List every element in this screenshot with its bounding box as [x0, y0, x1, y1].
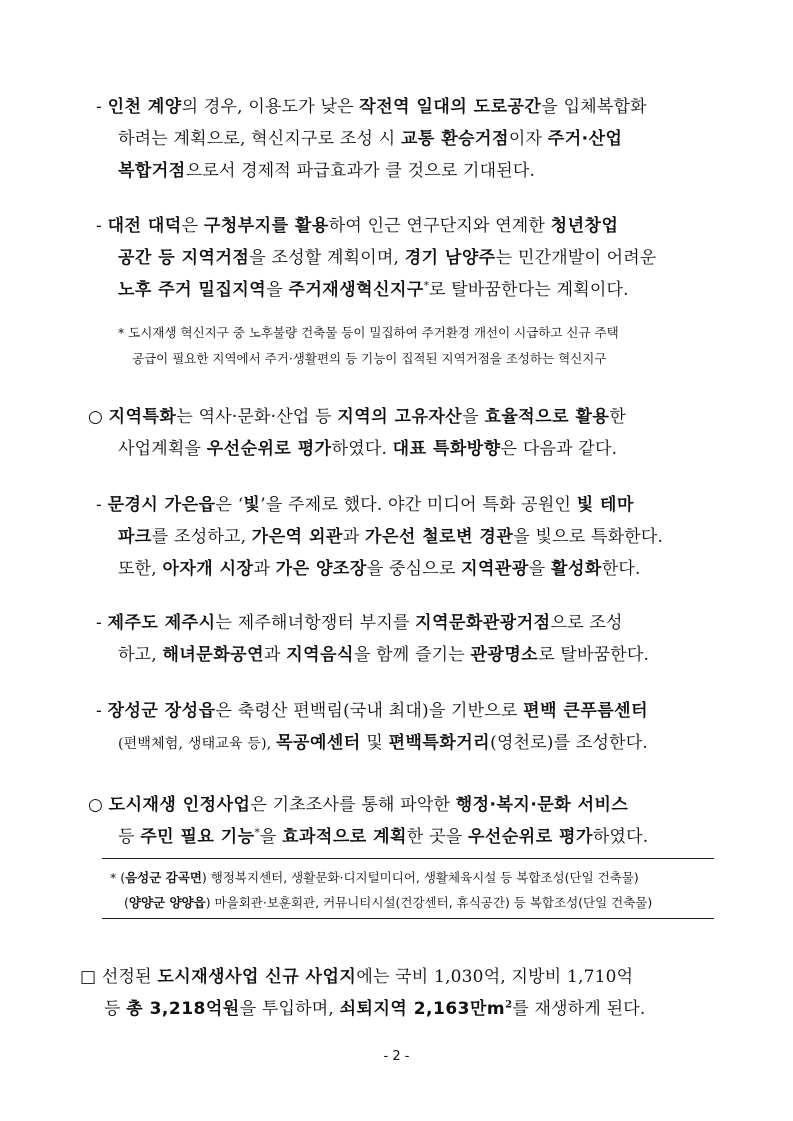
text-run: 을 조성할 계획이며,	[249, 248, 405, 268]
bold-text: 노후 주거 밀집지역	[118, 280, 267, 300]
text-run: 를 조성하고,	[151, 527, 252, 547]
text-run: 하여 인근 연구단지와 연계한	[328, 216, 551, 236]
bold-text: 쇠퇴지역 2,163만m	[339, 999, 506, 1019]
bold-text: 지역음식	[286, 645, 354, 665]
bold-text: 파크	[118, 527, 152, 547]
text-line	[104, 994, 645, 1019]
text-line	[118, 275, 629, 300]
text-line	[96, 608, 623, 633]
text-run: 등	[118, 827, 141, 847]
text-run: 한 곳을	[406, 827, 468, 847]
text-line	[118, 243, 657, 268]
text-run: ○	[88, 407, 109, 427]
text-run: 로 탈바꿈한다는 계획이다.	[429, 280, 629, 300]
text-run: *	[254, 827, 260, 839]
text-run: -	[96, 495, 108, 515]
text-run: 으로 조성	[550, 613, 623, 633]
bold-text: 우선순위로 평가	[468, 827, 593, 847]
bold-text: 교통 환승거점	[400, 129, 509, 149]
bold-text: 양양군 양양읍	[128, 895, 206, 910]
text-run: 는 민간개발이 어려운	[495, 248, 657, 268]
bold-text: 효율적으로 활용	[484, 407, 610, 427]
text-run: 으로서 경제적 파급효과가 클 것으로 기대된다.	[185, 161, 536, 181]
text-line	[118, 728, 648, 753]
bold-text: 편백특화거리	[388, 733, 491, 753]
bold-text: 2	[505, 999, 513, 1011]
bold-text: 지역의 고유자산	[337, 407, 463, 427]
bold-text: 문경시 가은읍	[107, 495, 216, 515]
bold-text: 빛 테마	[576, 495, 634, 515]
text-line	[118, 554, 641, 579]
text-run: 또한,	[118, 559, 163, 579]
text-run: 이자	[508, 129, 548, 149]
bold-text: 해녀문화공연	[162, 645, 264, 665]
text-run: (영천로)를 조성한다.	[490, 733, 648, 753]
text-run: 은 기초조사를 통해 파악한	[250, 795, 456, 815]
text-run: 로 탈바꿈한다.	[538, 645, 650, 665]
text-run: 을 투입하며,	[239, 999, 340, 1019]
text-run: 및	[360, 733, 389, 753]
bold-text: 주민 필요 기능	[140, 827, 255, 847]
text-run: 을	[266, 280, 289, 300]
text-run: * (	[110, 870, 126, 885]
bold-text: 대전 대덕	[107, 216, 182, 236]
bold-text: 목공예센터	[276, 733, 361, 753]
text-run: 은 다음과 같다.	[500, 439, 618, 459]
bold-text: 주거재생혁신지구	[288, 280, 424, 300]
text-line	[118, 822, 648, 847]
text-run: 은 ‘	[215, 495, 244, 515]
bold-text: 음성군 감곡면	[125, 870, 202, 885]
text-line	[96, 490, 634, 515]
divider-top	[102, 858, 714, 859]
text-run: (	[124, 895, 129, 910]
text-run: ) 행정복지센터, 생활문화·디지털미디어, 생활체육시설 등 복합조성(단일 건축물)	[201, 870, 639, 885]
text-run: (편백체험, 생태교육 등),	[118, 736, 277, 752]
text-run: ) 마을회관·보훈회관, 커뮤니티시설(건강센터, 휴식공간) 등 복합조성(단일 건축물)	[205, 895, 653, 910]
text-line	[118, 640, 649, 665]
text-line	[80, 962, 633, 987]
bold-text: 가은역 외관	[251, 527, 343, 547]
text-run: 하려는 계획으로, 혁신지구로 조성 시	[118, 129, 401, 149]
bold-text: 편백 큰푸름센터	[523, 701, 649, 721]
bold-text: 주거·산업	[547, 129, 623, 149]
text-run: □ 선정된	[80, 967, 158, 987]
bold-text: 인천 계양	[107, 97, 182, 117]
text-run: 등	[104, 999, 127, 1019]
text-run: 과	[264, 645, 287, 665]
text-run: 한다.	[601, 559, 641, 579]
text-run: 을	[528, 559, 552, 579]
footnote-line: * 도시재생 혁신지구 중 노후불량 건축물 등이 밀집하여 주거환경 개선이 시급하고 신규 주택	[118, 325, 619, 340]
bold-text: 경기 남양주	[404, 248, 496, 268]
footnote-line: 공급이 필요한 지역에서 주거·생활편의 등 기능이 집적된 지역거점을 조성하는 혁신지구	[132, 351, 607, 366]
text-run: 을	[259, 827, 283, 847]
text-run: 을 입체복합화	[541, 97, 647, 117]
text-run: 는 제주해녀항쟁터 부지를	[215, 613, 416, 633]
text-line	[118, 124, 622, 149]
text-run: 하고,	[118, 645, 163, 665]
text-run: 의 경우, 이용도가 낮은	[181, 97, 360, 117]
text-line	[118, 156, 535, 181]
text-run: 하였다.	[331, 439, 393, 459]
text-run: 을 함께 즐기는	[353, 645, 471, 665]
bold-text: 구청부지를 활용	[203, 216, 329, 236]
bold-text: 총 3,218억원	[126, 999, 240, 1019]
bold-text: 복합거점	[118, 161, 186, 181]
text-run: 을 빛으로 특화한다.	[513, 527, 664, 547]
bold-text: 지역문화관광거점	[415, 613, 551, 633]
text-run: -	[96, 97, 108, 117]
text-line	[118, 522, 663, 547]
text-run: 을	[462, 407, 485, 427]
text-run: 를 재생하게 된다.	[512, 999, 646, 1019]
text-run: *	[423, 280, 430, 292]
text-run: 을 중심으로	[366, 559, 462, 579]
text-line	[88, 402, 626, 427]
footnote-line	[124, 893, 652, 911]
bold-text: 청년창업	[550, 216, 619, 236]
bold-text: 도시재생 인정사업	[108, 795, 251, 815]
text-run: 하였다.	[592, 827, 649, 847]
divider-bottom	[102, 918, 714, 919]
bold-text: 우선순위로 평가	[206, 439, 332, 459]
text-run: 과	[253, 559, 276, 579]
text-run: 는 역사·문화·산업 등	[176, 407, 338, 427]
text-run: ’을 주제로 했다. 야간 미디어 특화 공원인	[260, 495, 577, 515]
text-run: 사업계획을	[118, 439, 207, 459]
text-run: -	[96, 701, 108, 721]
bold-text: 가은선 철로변 경관	[365, 527, 514, 547]
text-run: -	[96, 613, 108, 633]
bold-text: 공간 등 지역거점	[118, 248, 250, 268]
text-run: 은 축령산 편백림(국내 최대)을 기반으로	[215, 701, 524, 721]
text-run: 은	[181, 216, 204, 236]
text-run: 한	[609, 407, 626, 427]
text-run: 에는 국비 1,030억, 지방비 1,710억	[356, 967, 634, 987]
bold-text: 아자개 시장	[162, 559, 254, 579]
bold-text: 빛	[243, 495, 261, 515]
bold-text: 도시재생사업 신규 사업지	[157, 967, 357, 987]
bold-text: 작전역 일대의 도로공간	[359, 97, 542, 117]
footnote-line	[110, 868, 639, 886]
bold-text: 효과적으로 계획	[282, 827, 407, 847]
bold-text: 지역관광	[461, 559, 529, 579]
text-run: -	[96, 216, 108, 236]
text-line	[118, 434, 617, 459]
text-run: ○	[88, 795, 109, 815]
bold-text: 지역특화	[108, 407, 177, 427]
bold-text: 장성군 장성읍	[107, 701, 216, 721]
page-number: - 2 -	[383, 1049, 410, 1064]
text-run: 과	[342, 527, 366, 547]
text-line	[96, 696, 648, 721]
bold-text: 활성화	[551, 559, 602, 579]
bold-text: 가은 양조장	[275, 559, 367, 579]
bold-text: 행정·복지·문화 서비스	[455, 795, 629, 815]
bold-text: 관광명소	[470, 645, 539, 665]
bold-text: 제주도 제주시	[107, 613, 216, 633]
text-line	[96, 211, 618, 236]
bold-text: 대표 특화방향	[392, 439, 501, 459]
text-line	[96, 92, 647, 117]
text-line	[88, 790, 628, 815]
